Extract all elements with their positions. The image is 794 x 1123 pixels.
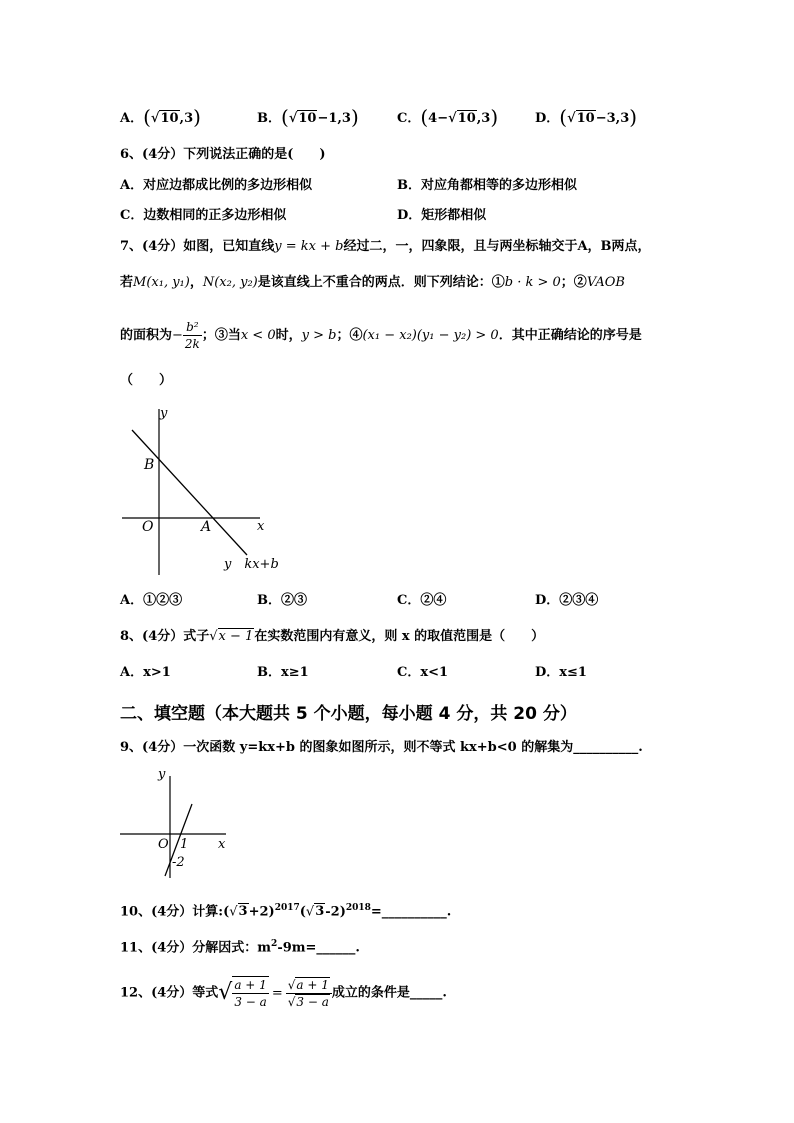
- q6-option-a[interactable]: A．对应边都成比例的多边形相似: [120, 178, 313, 193]
- q6-option-d[interactable]: D．矩形都相似: [397, 208, 487, 223]
- q8-option-a[interactable]: A．x>1: [120, 665, 171, 680]
- q7-label-y: y: [160, 406, 168, 421]
- q7-option-b[interactable]: B．②③: [257, 593, 307, 608]
- q7-answer-paren: （ ）: [120, 373, 173, 388]
- q9-label-m2: -2: [172, 855, 185, 870]
- q8-stem: 8、(4分）式子√x − 1在实数范围内有意义，则 x 的取值范围是（ ）: [120, 629, 545, 644]
- q12-right-fraction: $\frac{√a + 1}{√3 - a}$: [286, 977, 332, 1010]
- q7-line-2: 若M(x₁, y₁)，N(x₂, y₂)是该直线上不重合的两点．则下列结论：①b · k > 0；②VAOB: [120, 275, 625, 290]
- q8-option-b[interactable]: B．x≥1: [257, 665, 309, 680]
- q7-fraction: $\frac{\text{b²}}{2k}$: [184, 320, 200, 351]
- q12-stem: 12、(4分）等式√ $\frac{a + 1}{3 - a}$ = $\frac{√a + 1}{√3 - a}$ 成立的条件是_____.: [120, 977, 447, 1009]
- q7-label-b: B: [144, 457, 155, 473]
- q7-label-x: x: [257, 519, 265, 534]
- section-heading: 二、填空题（本大题共 5 个小题，每小题 4 分，共 20 分）: [120, 704, 577, 724]
- q9-graph: [118, 766, 238, 881]
- q9-label-o: O: [158, 837, 169, 852]
- q6-option-b[interactable]: B．对应角都相等的多边形相似: [397, 178, 577, 193]
- q7-option-d[interactable]: D．②③④: [535, 593, 599, 608]
- q7-label-line: y kx+b: [224, 557, 279, 572]
- q5-option-a[interactable]: A．(√10,3): [120, 105, 201, 129]
- q7-label-o: O: [142, 519, 154, 535]
- q11-stem: 11、(4分）分解因式：$m^2-9m=\_\_\_\_\_\_$.: [120, 939, 360, 956]
- q9-label-1: 1: [180, 837, 189, 852]
- q7-graph: [110, 405, 290, 575]
- q9-stem: 9、(4分）一次函数 y=kx+b 的图象如图所示，则不等式 kx+b<0 的解集为__________.: [120, 740, 643, 755]
- q7-option-c[interactable]: C．②④: [397, 593, 447, 608]
- q6-option-c[interactable]: C．边数相同的正多边形相似: [120, 208, 287, 223]
- q12-left-fraction: $\frac{a + 1}{3 - a}$: [234, 978, 267, 1009]
- q5-option-c[interactable]: C．(4−√10,3): [397, 105, 499, 129]
- q7-label-a: A: [201, 519, 212, 535]
- q5-option-d[interactable]: D．(√10−3,3): [535, 105, 638, 129]
- q6-stem: 6、(4分）下列说法正确的是( ): [120, 147, 326, 162]
- q5-option-b[interactable]: B．(√10−1,3): [257, 105, 359, 129]
- q10-stem: 10、(4分）计算$:(√3+2)^{2017}(√3-2)^{2018}=\_\_\_\_\_\_\_\_\_\_$.: [120, 903, 452, 920]
- q8-option-d[interactable]: D．x≤1: [535, 665, 587, 680]
- q8-option-c[interactable]: C．x<1: [397, 665, 449, 680]
- q9-label-y: y: [158, 767, 166, 782]
- q7-line-1: 7、(4分）如图，已知直线y = kx + b经过二，一，四象限，且与两坐标轴交于A，B两点，: [120, 239, 651, 254]
- q9-label-x: x: [218, 837, 226, 852]
- q7-option-a[interactable]: A．①②③: [120, 593, 183, 608]
- q7-line: [132, 430, 247, 555]
- q7-line-3: 的面积为− $\frac{\text{b²}}{2k}$ ；③当x < 0时，y > b；④(x₁ − x₂)(y₁ − y₂) > 0．其中正确结论的序号是: [120, 320, 642, 351]
